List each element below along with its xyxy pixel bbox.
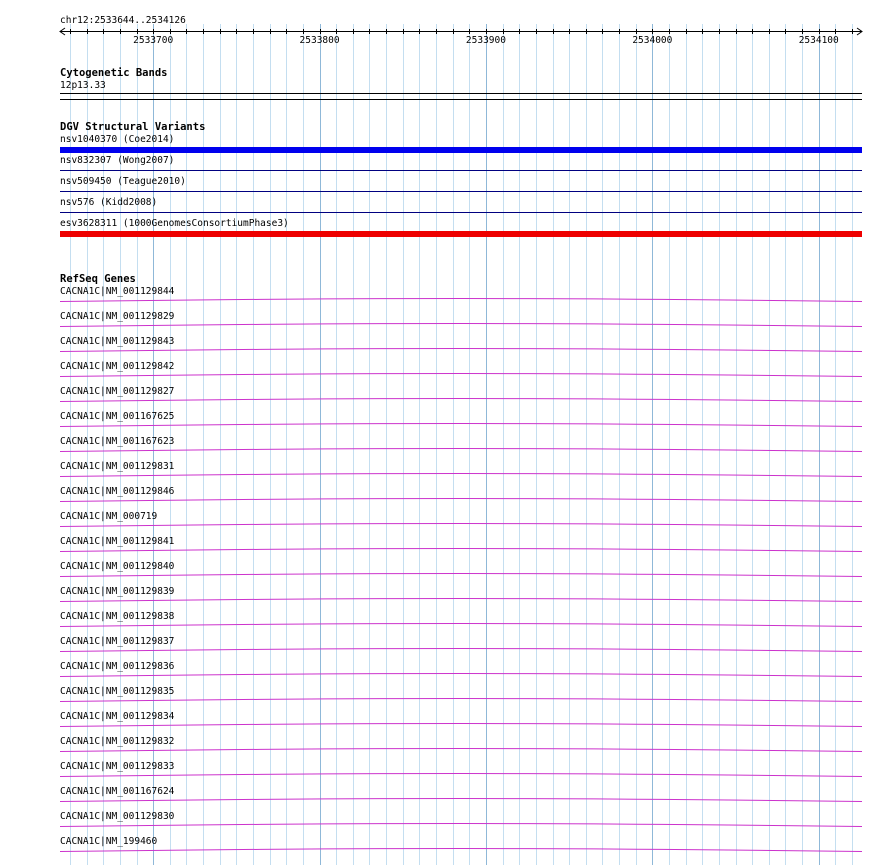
gene-model[interactable]: [60, 297, 862, 303]
dgv-feature-label: nsv1040370 (Coe2014): [60, 134, 175, 145]
gene-intron-line: [60, 824, 862, 827]
gene-intron-line: [60, 674, 862, 677]
gene-label: CACNA1C|NM_001129836: [60, 661, 175, 672]
gene-model[interactable]: [60, 647, 862, 653]
gene-model[interactable]: [60, 797, 862, 803]
gene-intron-line: [60, 399, 862, 402]
gene-label: CACNA1C|NM_001129838: [60, 611, 175, 622]
gene-model[interactable]: [60, 347, 862, 353]
gene-intron-line: [60, 374, 862, 377]
gene-model[interactable]: [60, 822, 862, 828]
dgv-variant-bar[interactable]: [60, 231, 862, 237]
gene-model[interactable]: [60, 697, 862, 703]
gene-label: CACNA1C|NM_001167625: [60, 411, 175, 422]
refseq-track-title[interactable]: RefSeq Genes: [60, 273, 136, 285]
gene-model[interactable]: [60, 672, 862, 678]
gene-intron-line: [60, 324, 862, 327]
gene-label: CACNA1C|NM_001129832: [60, 736, 175, 747]
gene-label: CACNA1C|NM_001129841: [60, 536, 175, 547]
region-label: chr12:2533644..2534126: [60, 15, 186, 26]
gene-label: CACNA1C|NM_001129843: [60, 336, 175, 347]
cytoband-bar-top: [60, 93, 862, 94]
gene-label: CACNA1C|NM_199460: [60, 836, 158, 847]
gene-intron-line: [60, 574, 862, 577]
ruler-tick-label: 2534000: [632, 35, 673, 46]
dgv-feature-label: nsv509450 (Teague2010): [60, 176, 186, 187]
cytoband-track-title[interactable]: Cytogenetic Bands: [60, 67, 168, 79]
gene-label: CACNA1C|NM_001129842: [60, 361, 175, 372]
gene-model[interactable]: [60, 322, 862, 328]
gene-model[interactable]: [60, 847, 862, 853]
gene-intron-line: [60, 599, 862, 602]
gene-model[interactable]: [60, 472, 862, 478]
gene-model[interactable]: [60, 597, 862, 603]
ruler-tick-label: 2534100: [798, 35, 839, 46]
gene-intron-line: [60, 349, 862, 352]
gene-label: CACNA1C|NM_001129840: [60, 561, 175, 572]
gene-model[interactable]: [60, 447, 862, 453]
gene-intron-line: [60, 799, 862, 802]
gene-model[interactable]: [60, 747, 862, 753]
gene-intron-line: [60, 424, 862, 427]
gene-model[interactable]: [60, 572, 862, 578]
gene-intron-line: [60, 699, 862, 702]
gene-model[interactable]: [60, 622, 862, 628]
gene-label: CACNA1C|NM_001129829: [60, 311, 175, 322]
dgv-feature-label: esv3628311 (1000GenomesConsortiumPhase3): [60, 218, 289, 229]
dgv-variant-bar[interactable]: [60, 170, 862, 171]
gene-model[interactable]: [60, 497, 862, 503]
dgv-variant-bar[interactable]: [60, 191, 862, 192]
ruler-tick-label: 2533700: [133, 35, 174, 46]
dgv-variant-bar[interactable]: [60, 212, 862, 213]
gene-intron-line: [60, 299, 862, 302]
gene-model[interactable]: [60, 772, 862, 778]
gene-label: CACNA1C|NM_000719: [60, 511, 158, 522]
gene-label: CACNA1C|NM_001129839: [60, 586, 175, 597]
gene-intron-line: [60, 449, 862, 452]
gene-intron-line: [60, 549, 862, 552]
gene-model[interactable]: [60, 722, 862, 728]
gene-label: CACNA1C|NM_001129827: [60, 386, 175, 397]
gene-label: CACNA1C|NM_001129837: [60, 636, 175, 647]
gene-intron-line: [60, 849, 862, 852]
gene-model[interactable]: [60, 547, 862, 553]
ruler-tick-label: 2533800: [299, 35, 340, 46]
gene-model[interactable]: [60, 397, 862, 403]
gene-label: CACNA1C|NM_001129834: [60, 711, 175, 722]
gene-intron-line: [60, 724, 862, 727]
gene-intron-line: [60, 649, 862, 652]
coordinate-ruler[interactable]: [0, 24, 890, 48]
gene-label: CACNA1C|NM_001129833: [60, 761, 175, 772]
gene-model[interactable]: [60, 372, 862, 378]
gene-label: CACNA1C|NM_001167623: [60, 436, 175, 447]
gene-label: CACNA1C|NM_001129835: [60, 686, 175, 697]
gene-model[interactable]: [60, 422, 862, 428]
gene-intron-line: [60, 499, 862, 502]
ruler-tick-label: 2533900: [465, 35, 506, 46]
gene-label: CACNA1C|NM_001129831: [60, 461, 175, 472]
gene-intron-line: [60, 624, 862, 627]
dgv-variant-bar[interactable]: [60, 147, 862, 153]
dgv-feature-label: nsv576 (Kidd2008): [60, 197, 158, 208]
gene-intron-line: [60, 524, 862, 527]
gene-label: CACNA1C|NM_001129846: [60, 486, 175, 497]
cytoband-label: 12p13.33: [60, 80, 106, 91]
gene-model[interactable]: [60, 522, 862, 528]
gene-intron-line: [60, 774, 862, 777]
gene-label: CACNA1C|NM_001129844: [60, 286, 175, 297]
gene-intron-line: [60, 474, 862, 477]
dgv-feature-label: nsv832307 (Wong2007): [60, 155, 175, 166]
gene-label: CACNA1C|NM_001167624: [60, 786, 175, 797]
gene-label: CACNA1C|NM_001129830: [60, 811, 175, 822]
gene-intron-line: [60, 749, 862, 752]
cytoband-bar-bottom: [60, 99, 862, 100]
dgv-track-title[interactable]: DGV Structural Variants: [60, 121, 206, 133]
